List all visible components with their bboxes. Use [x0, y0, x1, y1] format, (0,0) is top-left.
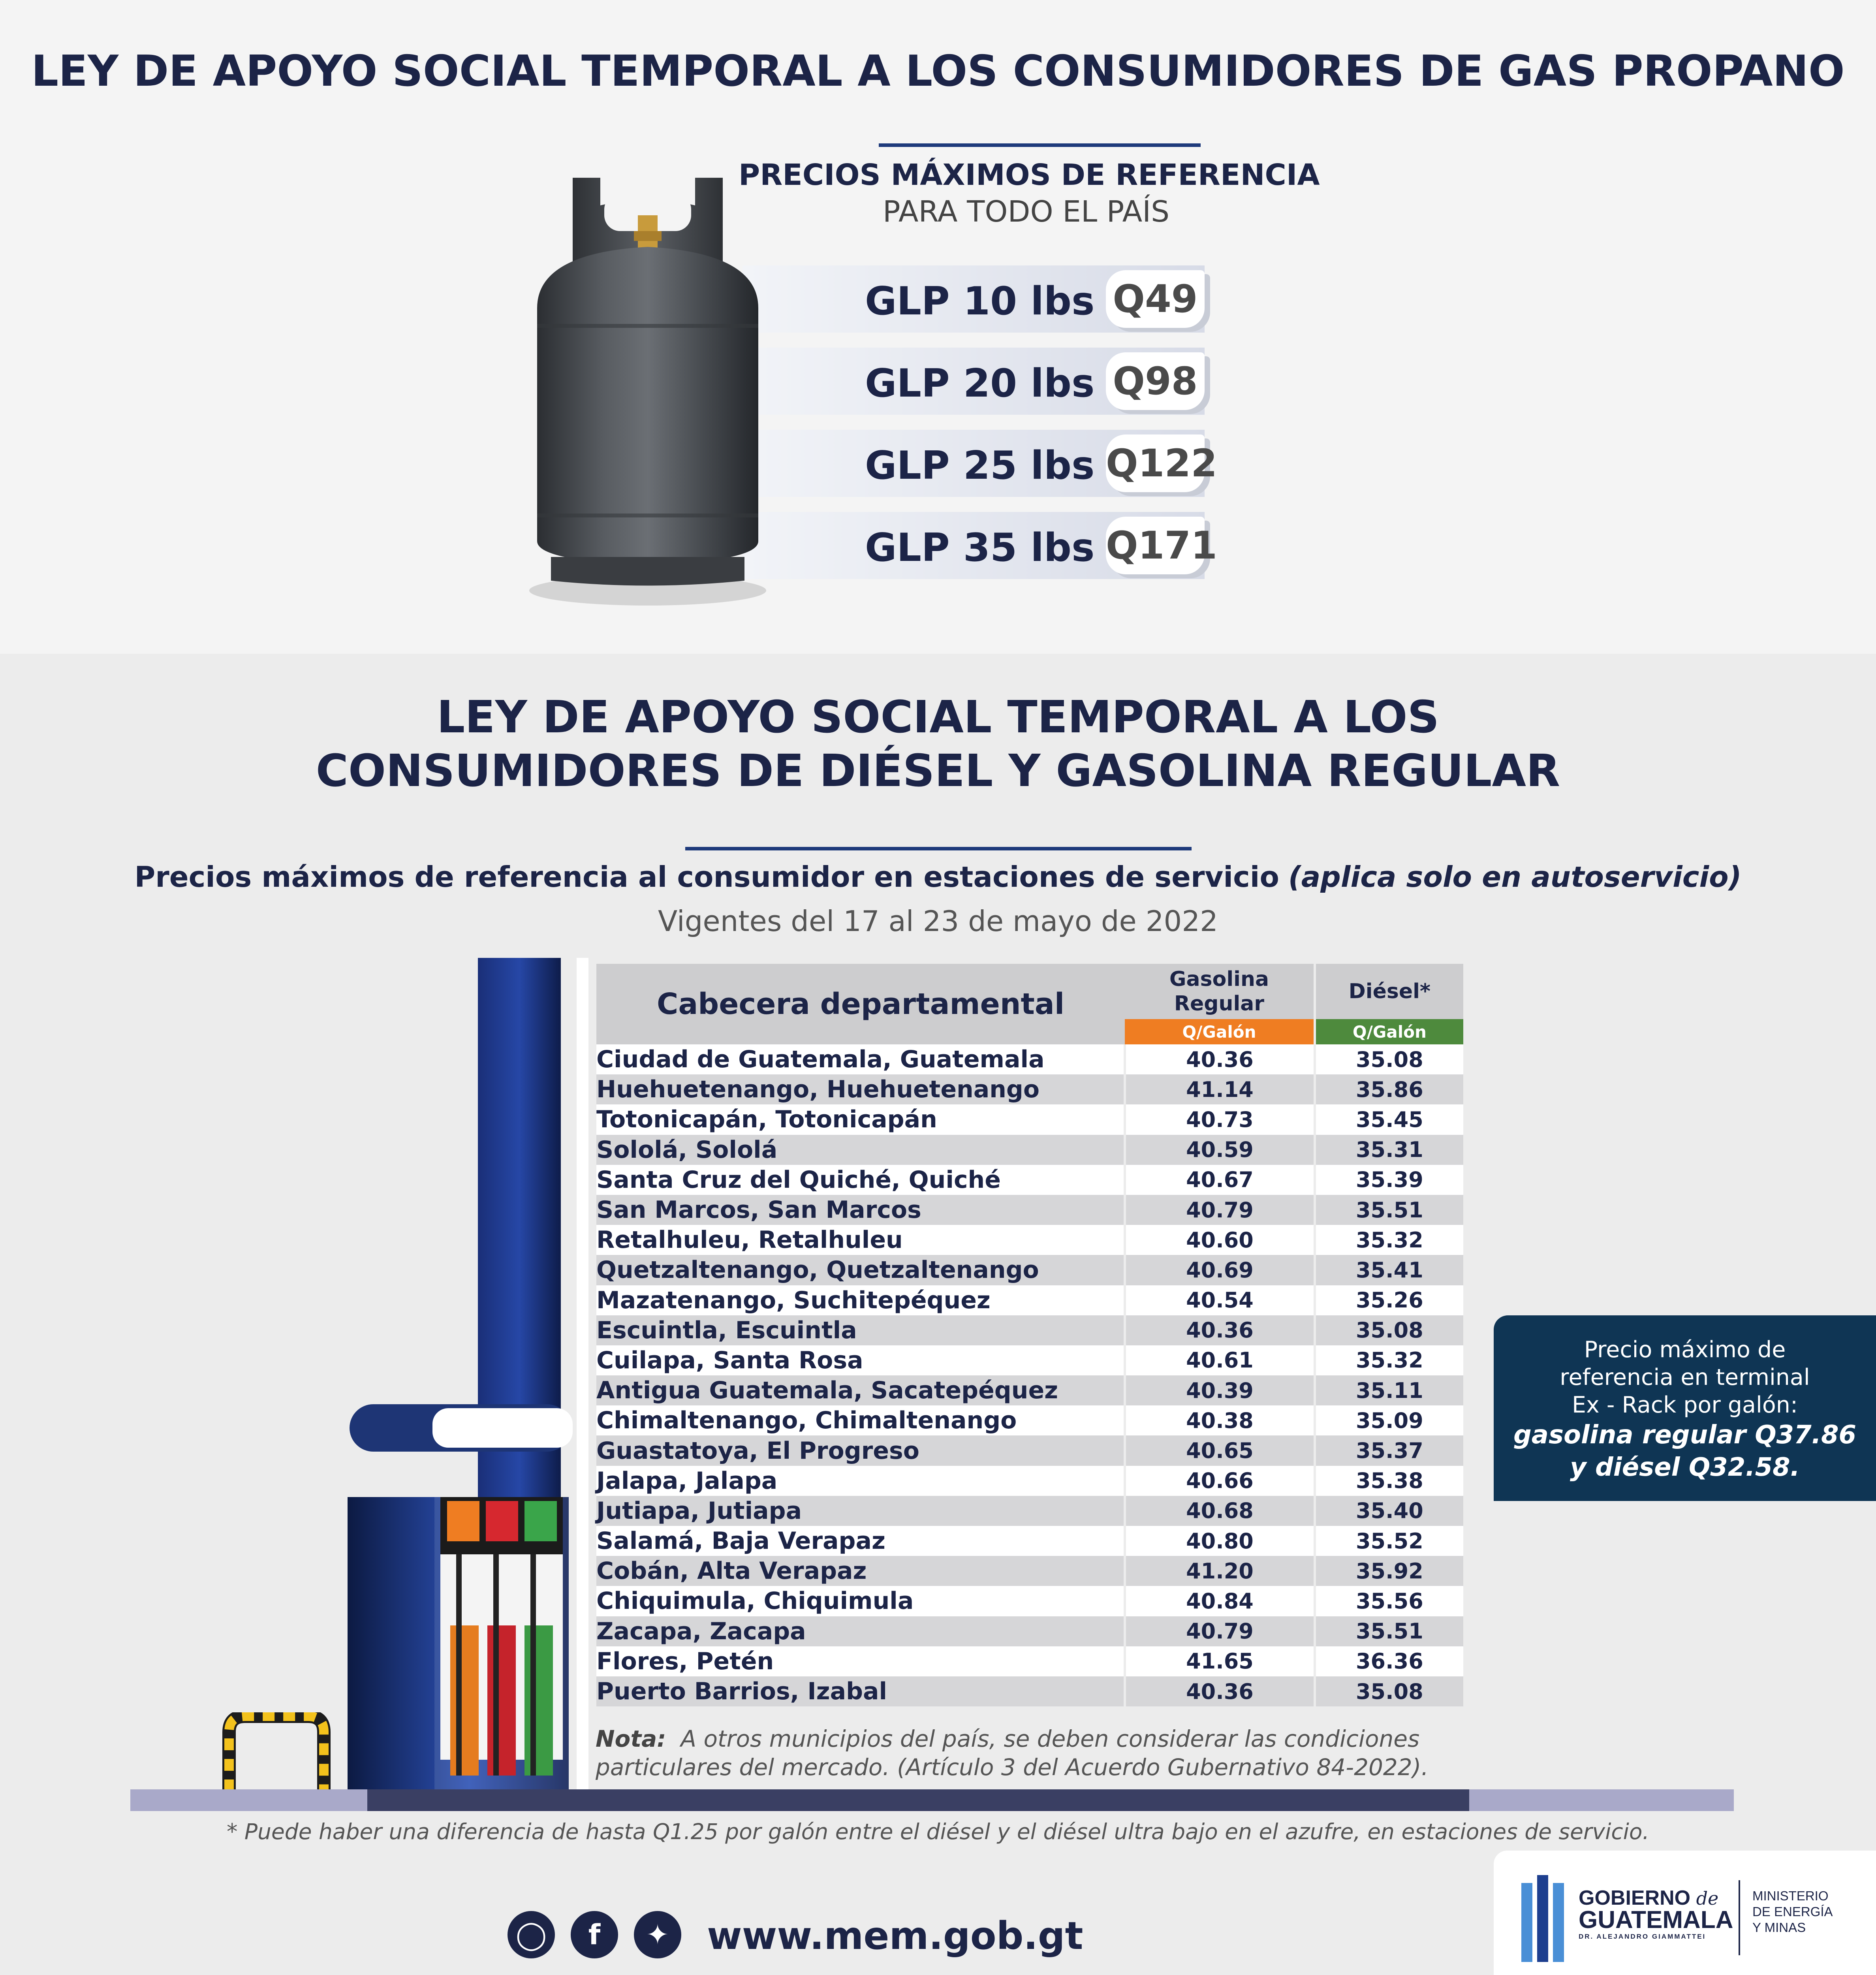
note-line1: A otros municipios del país, se deben considerar las condiciones [680, 1725, 1420, 1752]
ministry-line3: Y MINAS [1752, 1920, 1806, 1935]
diesel-price: 35.08 [1315, 1676, 1463, 1706]
diesel-price: 35.40 [1315, 1496, 1463, 1526]
note-line2: particulares del mercado. (Artículo 3 del Acuerdo Gubernativo 84-2022). [596, 1754, 1429, 1781]
propane-price-badge [1106, 270, 1205, 328]
propane-label: GLP 35 lbs [865, 525, 1095, 570]
gasoline-price: 40.59 [1125, 1135, 1315, 1165]
propane-price-badge [1106, 434, 1217, 492]
footnote: * Puede haber una diferencia de hasta Q1.25 por galón entre el diésel y el diésel ultra bajo en el azufre, en estaciones de servicio. [226, 1819, 1650, 1844]
table-row [596, 1586, 1463, 1616]
note-label: Nota: [596, 1725, 666, 1752]
diesel-price: 35.51 [1315, 1195, 1463, 1225]
gov-line2: GUATEMALA [1579, 1906, 1733, 1934]
unit-diesel: Q/Galón [1315, 1019, 1463, 1044]
table-row [596, 1255, 1463, 1285]
propane-divider [879, 143, 1201, 147]
gasoline-price: 40.80 [1125, 1526, 1315, 1556]
diesel-price: 35.86 [1315, 1074, 1463, 1104]
table-row [596, 1044, 1463, 1074]
table-row [596, 1375, 1463, 1405]
diesel-price: 35.56 [1315, 1586, 1463, 1616]
fuel-subtitle [0, 860, 1876, 893]
table-row [596, 1466, 1463, 1496]
diesel-price: 35.32 [1315, 1225, 1463, 1255]
city-cell: Chimaltenango, Chimaltenango [596, 1407, 1017, 1435]
gasoline-price: 40.65 [1125, 1435, 1315, 1465]
city-cell: Quetzaltenango, Quetzaltenango [596, 1256, 1039, 1284]
col-header-gasoline-line2: Regular [1174, 992, 1265, 1016]
propane-price-badge [1106, 517, 1217, 574]
table-row [596, 1405, 1463, 1435]
gasoline-price: 40.61 [1125, 1345, 1315, 1375]
guatemala-flag-icon [1521, 1875, 1569, 1962]
gasoline-price: 40.60 [1125, 1225, 1315, 1255]
table-row [596, 1526, 1463, 1556]
gasoline-price: 40.67 [1125, 1165, 1315, 1195]
gasoline-price: 41.14 [1125, 1074, 1315, 1104]
ministry-name [1752, 1888, 1833, 1936]
propane-price: Q171 [1106, 523, 1217, 568]
fuel-subtitle-italic: (aplica solo en autoservicio) [1288, 860, 1742, 893]
table-row [596, 1285, 1463, 1315]
diesel-price: 35.08 [1315, 1044, 1463, 1074]
propane-row-25 [743, 430, 1217, 497]
propane-price: Q49 [1113, 277, 1198, 321]
city-cell: Jutiapa, Jutiapa [596, 1497, 802, 1525]
city-cell: Retalhuleu, Retalhuleu [596, 1226, 903, 1254]
table-row [596, 1135, 1463, 1165]
table-row [596, 1315, 1463, 1345]
ministry-line2: DE ENERGÍA [1752, 1904, 1833, 1919]
facebook-icon[interactable]: f [571, 1911, 618, 1958]
gasoline-price: 40.69 [1125, 1255, 1315, 1285]
diesel-price: 35.11 [1315, 1375, 1463, 1405]
propane-row-20 [743, 348, 1205, 415]
city-cell: Flores, Petén [596, 1647, 774, 1675]
city-cell: Guastatoya, El Progreso [596, 1437, 919, 1465]
city-cell: Mazatenango, Suchitepéquez [596, 1286, 991, 1314]
diesel-price: 35.52 [1315, 1526, 1463, 1556]
ex-rack-callout [1494, 1315, 1876, 1501]
diesel-price: 35.39 [1315, 1165, 1463, 1195]
diesel-price: 35.26 [1315, 1285, 1463, 1315]
fuel-subtitle-text: Precios máximos de referencia al consumidor en estaciones de servicio [134, 860, 1279, 893]
table-row [596, 1165, 1463, 1195]
table-row [596, 1345, 1463, 1375]
diesel-price: 35.38 [1315, 1466, 1463, 1496]
propane-subtitle: PRECIOS MÁXIMOS DE REFERENCIA [739, 158, 1320, 192]
col-header-diesel: Diésel* [1315, 964, 1463, 1019]
propane-label: GLP 20 lbs [865, 361, 1095, 406]
city-cell: Chiquimula, Chiquimula [596, 1587, 914, 1615]
gov-de: de [1696, 1888, 1719, 1909]
gasoline-price: 40.84 [1125, 1586, 1315, 1616]
callout-line2: referencia en terminal [1560, 1364, 1810, 1390]
col-header-city: Cabecera departamental [596, 964, 1125, 1044]
logo-divider [1739, 1880, 1740, 1955]
table-row [596, 1556, 1463, 1586]
gasoline-price: 40.66 [1125, 1466, 1315, 1496]
table-row [596, 1225, 1463, 1255]
gasoline-price: 40.36 [1125, 1676, 1315, 1706]
gasoline-price: 40.36 [1125, 1044, 1315, 1074]
gov-line3: DR. ALEJANDRO GIAMMATTEI [1579, 1933, 1706, 1940]
website-link[interactable]: www.mem.gob.gt [707, 1914, 1083, 1958]
diesel-price: 35.09 [1315, 1405, 1463, 1435]
city-cell: Salamá, Baja Verapaz [596, 1527, 885, 1555]
propane-label: GLP 25 lbs [865, 443, 1095, 488]
propane-price: Q122 [1106, 441, 1217, 485]
propane-title: LEY DE APOYO SOCIAL TEMPORAL A LOS CONSUMIDORES DE GAS PROPANO [31, 47, 1845, 96]
unit-gasoline: Q/Galón [1125, 1019, 1315, 1044]
ministry-line1: MINISTERIO [1752, 1888, 1829, 1903]
city-cell: Antigua Guatemala, Sacatepéquez [596, 1377, 1058, 1405]
propane-row-35 [743, 512, 1217, 579]
diesel-price: 35.31 [1315, 1135, 1463, 1165]
twitter-icon[interactable]: ✦ [634, 1911, 681, 1958]
city-cell: Santa Cruz del Quiché, Quiché [596, 1166, 1001, 1194]
gasoline-price: 40.38 [1125, 1405, 1315, 1435]
gasoline-price: 41.20 [1125, 1556, 1315, 1586]
callout-line3: Ex - Rack por galón: [1571, 1392, 1798, 1418]
diesel-price: 35.32 [1315, 1345, 1463, 1375]
gasoline-price: 40.54 [1125, 1285, 1315, 1315]
fuel-pump-icon [336, 958, 588, 1793]
callout-line5: y diésel Q32.58. [1570, 1453, 1800, 1482]
ground-line-dark [367, 1789, 1469, 1811]
city-cell: Zacapa, Zacapa [596, 1617, 806, 1645]
city-cell: Puerto Barrios, Izabal [596, 1678, 887, 1706]
diesel-price: 35.51 [1315, 1616, 1463, 1646]
diesel-price: 35.37 [1315, 1435, 1463, 1465]
gasoline-price: 40.36 [1125, 1315, 1315, 1345]
city-cell: Huehuetenango, Huehuetenango [596, 1076, 1040, 1104]
gasoline-price: 40.68 [1125, 1496, 1315, 1526]
diesel-price: 36.36 [1315, 1646, 1463, 1676]
city-cell: San Marcos, San Marcos [596, 1196, 921, 1224]
gasoline-price: 40.73 [1125, 1104, 1315, 1134]
gov-word: GOBIERNO [1579, 1887, 1691, 1909]
diesel-price: 35.08 [1315, 1315, 1463, 1345]
city-cell: Jalapa, Jalapa [596, 1467, 778, 1495]
propane-price: Q98 [1113, 359, 1198, 403]
gasoline-price: 41.65 [1125, 1646, 1315, 1676]
col-header-gasoline [1125, 964, 1315, 1019]
table-row [596, 1435, 1463, 1465]
fuel-title-line2: CONSUMIDORES DE DIÉSEL Y GASOLINA REGULAR [316, 745, 1560, 797]
table-row [596, 1074, 1463, 1104]
city-cell: Cuilapa, Santa Rosa [596, 1346, 863, 1374]
city-cell: Cobán, Alta Verapaz [596, 1557, 867, 1585]
instagram-icon[interactable]: ◯ [508, 1911, 555, 1958]
fuel-divider [685, 847, 1192, 850]
gasoline-price: 40.79 [1125, 1195, 1315, 1225]
propane-label: GLP 10 lbs [865, 279, 1095, 324]
government-logo-block [1494, 1851, 1876, 1975]
diesel-price: 35.45 [1315, 1104, 1463, 1134]
fuel-price-table [596, 964, 1463, 1706]
bollard-icon [221, 1712, 332, 1791]
table-row [596, 1496, 1463, 1526]
fuel-title-line1: LEY DE APOYO SOCIAL TEMPORAL A LOS [436, 692, 1440, 743]
city-cell: Totonicapán, Totonicapán [596, 1106, 937, 1134]
gasoline-price: 40.79 [1125, 1616, 1315, 1646]
table-note [596, 1725, 1484, 1781]
diesel-price: 35.41 [1315, 1255, 1463, 1285]
gasoline-price: 40.39 [1125, 1375, 1315, 1405]
diesel-price: 35.92 [1315, 1556, 1463, 1586]
table-row [596, 1195, 1463, 1225]
propane-price-badge [1106, 352, 1205, 410]
table-row [596, 1676, 1463, 1706]
propane-row-10 [743, 265, 1205, 333]
col-header-gasoline-line1: Gasolina [1169, 967, 1269, 991]
table-row [596, 1646, 1463, 1676]
city-cell: Ciudad de Guatemala, Guatemala [596, 1046, 1045, 1074]
city-cell: Sololá, Sololá [596, 1136, 778, 1164]
gas-cylinder-icon [529, 166, 766, 608]
table-row [596, 1104, 1463, 1134]
callout-line1: Precio máximo de [1584, 1337, 1786, 1363]
city-cell: Escuintla, Escuintla [596, 1316, 857, 1344]
propane-subtitle2: PARA TODO EL PAÍS [883, 195, 1170, 229]
fuel-validity: Vigentes del 17 al 23 de mayo de 2022 [658, 905, 1218, 938]
callout-line4: gasolina regular Q37.86 [1513, 1420, 1857, 1450]
table-row [596, 1616, 1463, 1646]
